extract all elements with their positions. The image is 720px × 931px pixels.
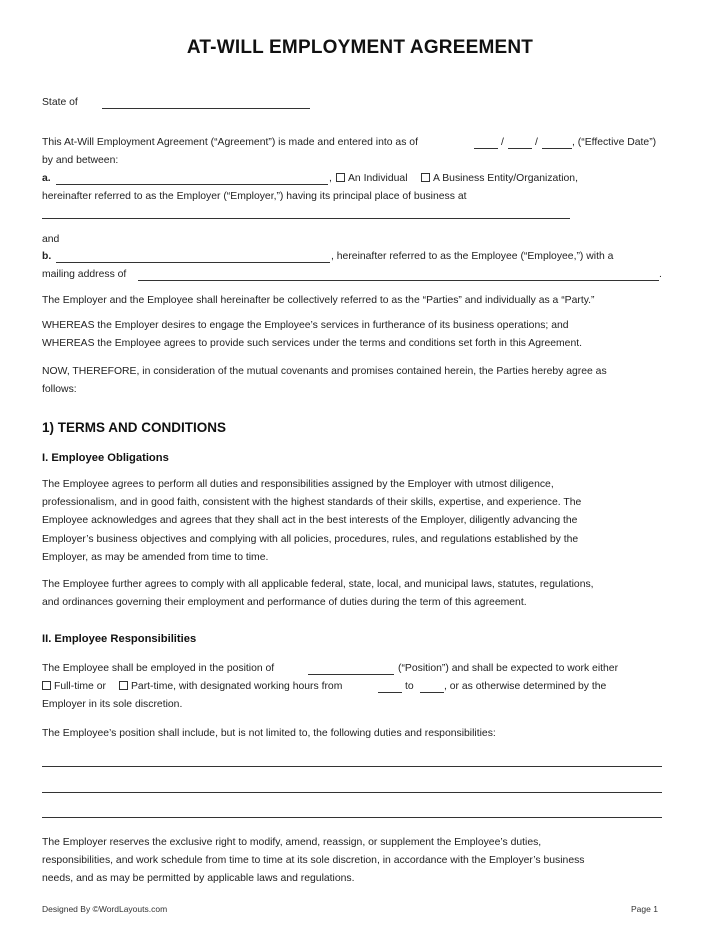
- mailing-address-blank[interactable]: [138, 280, 659, 281]
- and-label: and: [42, 234, 60, 245]
- hours-after-text: , or as otherwise determined by the: [444, 681, 607, 692]
- paragraph-line: The Employee further agrees to comply with all applicable federal, state, local, and municipal laws, statutes, regulations,: [42, 579, 594, 590]
- now-therefore-paragraph: [42, 363, 667, 399]
- discretion-text: Employer in its sole discretion.: [42, 699, 183, 710]
- mailing-label: mailing address of: [42, 269, 127, 280]
- date-separator: /: [501, 137, 504, 148]
- whereas-paragraph: [42, 317, 667, 353]
- duties-blank-line[interactable]: [42, 766, 662, 767]
- mailing-period: .: [659, 269, 662, 280]
- intro-text: This At-Will Employment Agreement (“Agreement”) is made and entered into as of: [42, 137, 418, 148]
- paragraph-line: and ordinances governing their employment and performance of duties during the term of this agreement.: [42, 597, 527, 609]
- parties-paragraph: The Employer and the Employee shall hereinafter be collectively referred to as the “Parties” and individually as a “Party.”: [42, 295, 595, 306]
- employer-type-entity[interactable]: [421, 172, 578, 186]
- footer-designed-by: Designed By ©WordLayouts.com: [42, 904, 168, 914]
- position-blank[interactable]: [308, 674, 394, 675]
- paragraph-line: responsibilities, and work schedule from time to time at its sole discretion, in accordance with the Employer’s business: [42, 855, 585, 867]
- checkbox-individual[interactable]: [336, 173, 345, 182]
- footer-page-number: Page 1: [631, 904, 658, 914]
- whereas-line: WHEREAS the Employer desires to engage the Employee’s services in furtherance of its business operations; and: [42, 320, 569, 331]
- employee-description: , hereinafter referred to as the Employee (“Employee,”) with a: [331, 251, 614, 262]
- employer-address-blank[interactable]: [42, 218, 570, 219]
- part-time-option[interactable]: [119, 680, 342, 694]
- paragraph-line: Employer’s business objectives and complying with all policies, procedures, rules, and regulations established by the: [42, 533, 579, 545]
- party-b-letter: b.: [42, 251, 52, 262]
- duties-blank-line[interactable]: [42, 817, 662, 818]
- subsection-heading-obligations: I. Employee Obligations: [42, 452, 169, 464]
- full-time-option[interactable]: [42, 680, 106, 694]
- party-a-letter: a.: [42, 173, 51, 184]
- party-a-comma: ,: [329, 173, 332, 184]
- hours-to-blank[interactable]: [420, 692, 444, 693]
- document-title: AT-WILL EMPLOYMENT AGREEMENT: [186, 37, 534, 58]
- checkbox-entity[interactable]: [421, 173, 430, 182]
- paragraph-line: Employee acknowledges and agrees that they shall act in the best interests of the Employer, diligently advancing the: [42, 515, 578, 527]
- hours-to-label: to: [405, 681, 414, 692]
- employer-name-blank[interactable]: [56, 184, 328, 185]
- paragraph-line: professionalism, and in good faith, consistent with the highest standards of their skills, expertise, and experience. The: [42, 497, 582, 509]
- state-blank[interactable]: [102, 108, 310, 109]
- date-day-blank[interactable]: [508, 148, 532, 149]
- date-separator: /: [535, 137, 538, 148]
- individual-label: An Individual: [348, 173, 408, 184]
- paragraph-line: needs, and as may be permitted by applicable laws and regulations.: [42, 873, 355, 885]
- duties-blank-line[interactable]: [42, 792, 662, 793]
- obligations-paragraph-1: [42, 476, 667, 567]
- employee-name-blank[interactable]: [56, 262, 330, 263]
- position-after-text: (“Position”) and shall be expected to work either: [398, 663, 619, 674]
- full-time-label: Full-time or: [54, 681, 106, 692]
- employer-description: hereinafter referred to as the Employer (“Employer,”) having its principal place of business at: [42, 191, 467, 202]
- date-month-blank[interactable]: [474, 148, 498, 149]
- position-text: The Employee shall be employed in the position of: [42, 663, 275, 674]
- duties-intro: The Employee’s position shall include, but is not limited to, the following duties and responsibilities:: [42, 728, 496, 739]
- paragraph-line: The Employer reserves the exclusive right to modify, amend, reassign, or supplement the Employee’s duties,: [42, 837, 542, 848]
- part-time-label: Part-time, with designated working hours from: [131, 681, 343, 692]
- obligations-paragraph-2: [42, 576, 667, 612]
- employer-type-individual[interactable]: [336, 172, 408, 186]
- entity-label: A Business Entity/Organization,: [433, 173, 578, 184]
- now-therefore-line: NOW, THEREFORE, in consideration of the mutual covenants and promises contained herein, the Parties hereby agree as: [42, 366, 607, 377]
- paragraph-line: Employer, as may be amended from time to time.: [42, 551, 269, 563]
- whereas-line: WHEREAS the Employee agrees to provide such services under the terms and conditions set forth in this Agreement.: [42, 338, 583, 350]
- state-label: State of: [42, 97, 78, 108]
- hours-from-blank[interactable]: [378, 692, 402, 693]
- paragraph-line: The Employee agrees to perform all duties and responsibilities assigned by the Employer with utmost diligence,: [42, 479, 554, 490]
- intro-line2: by and between:: [42, 155, 119, 166]
- now-therefore-line: follows:: [42, 384, 77, 396]
- checkbox-part-time[interactable]: [119, 681, 128, 690]
- date-year-blank[interactable]: [542, 148, 572, 149]
- reserve-paragraph: [42, 834, 667, 889]
- subsection-heading-responsibilities: II. Employee Responsibilities: [42, 633, 197, 645]
- checkbox-full-time[interactable]: [42, 681, 51, 690]
- section-heading: 1) TERMS AND CONDITIONS: [42, 420, 227, 435]
- effective-date-label: , (“Effective Date”): [572, 137, 657, 148]
